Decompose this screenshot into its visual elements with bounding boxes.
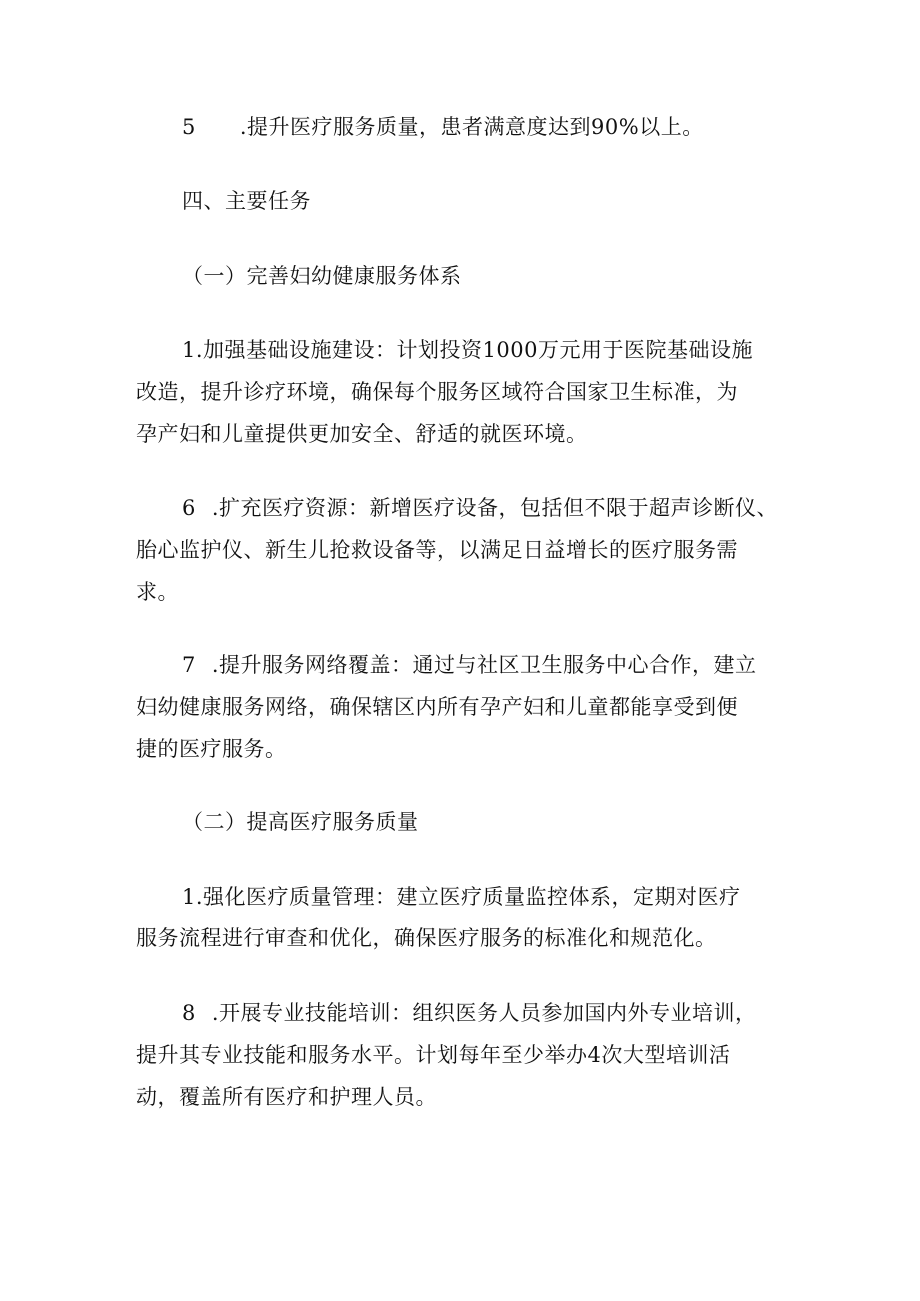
paragraph-line: 服务流程进行审查和优化，确保医疗服务的标准化和规范化。	[136, 926, 717, 950]
list-number: 5	[182, 115, 196, 139]
paragraph-line	[182, 993, 842, 1033]
paragraph-line: 改造，提升诊疗环境，确保每个服务区域符合国家卫生标准，为	[136, 380, 738, 404]
paragraph-line	[182, 488, 842, 528]
paragraph-line: 动，覆盖所有医疗和护理人员。	[136, 1085, 437, 1109]
paragraph-line: 胎心监护仪、新生儿抢救设备等，以满足日益增长的医疗服务需	[136, 538, 738, 562]
list-number: 7	[182, 653, 196, 677]
paragraph-goal-5	[182, 107, 842, 147]
paragraph-text: .扩充医疗资源：新增医疗设备，包括但不限于超声诊断仪、	[211, 496, 779, 520]
paragraph-line: 妇幼健康服务网络，确保辖区内所有孕产妇和儿童都能享受到便	[136, 695, 738, 719]
paragraph-line: 捷的医疗服务。	[136, 737, 287, 761]
paragraph-text: .开展专业技能培训：组织医务人员参加国内外专业培训，	[211, 1001, 757, 1025]
paragraph-text: .提升服务网络覆盖：通过与社区卫生服务中心合作，建立	[211, 653, 757, 677]
paragraph-text: .提升医疗服务质量，患者满意度达到90%以上。	[239, 115, 704, 139]
section-heading: 四、主要任务	[182, 189, 311, 213]
list-number: 8	[182, 1001, 196, 1025]
list-number: 6	[182, 496, 196, 520]
paragraph-line: 孕产妇和儿童提供更加安全、舒适的就医环境。	[136, 422, 588, 446]
paragraph-line: 提升其专业技能和服务水平。计划每年至少举办4次大型培训活	[136, 1043, 731, 1067]
subsection-heading: （二）提高医疗服务质量	[182, 810, 419, 834]
paragraph-line: 1.强化医疗质量管理：建立医疗质量监控体系，定期对医疗	[182, 885, 741, 909]
paragraph-line: 1.加强基础设施建设：计划投资1000万元用于医院基础设施	[182, 338, 753, 362]
paragraph-line: 求。	[136, 580, 179, 604]
paragraph-line	[182, 645, 842, 685]
subsection-heading: （一）完善妇幼健康服务体系	[182, 264, 462, 288]
